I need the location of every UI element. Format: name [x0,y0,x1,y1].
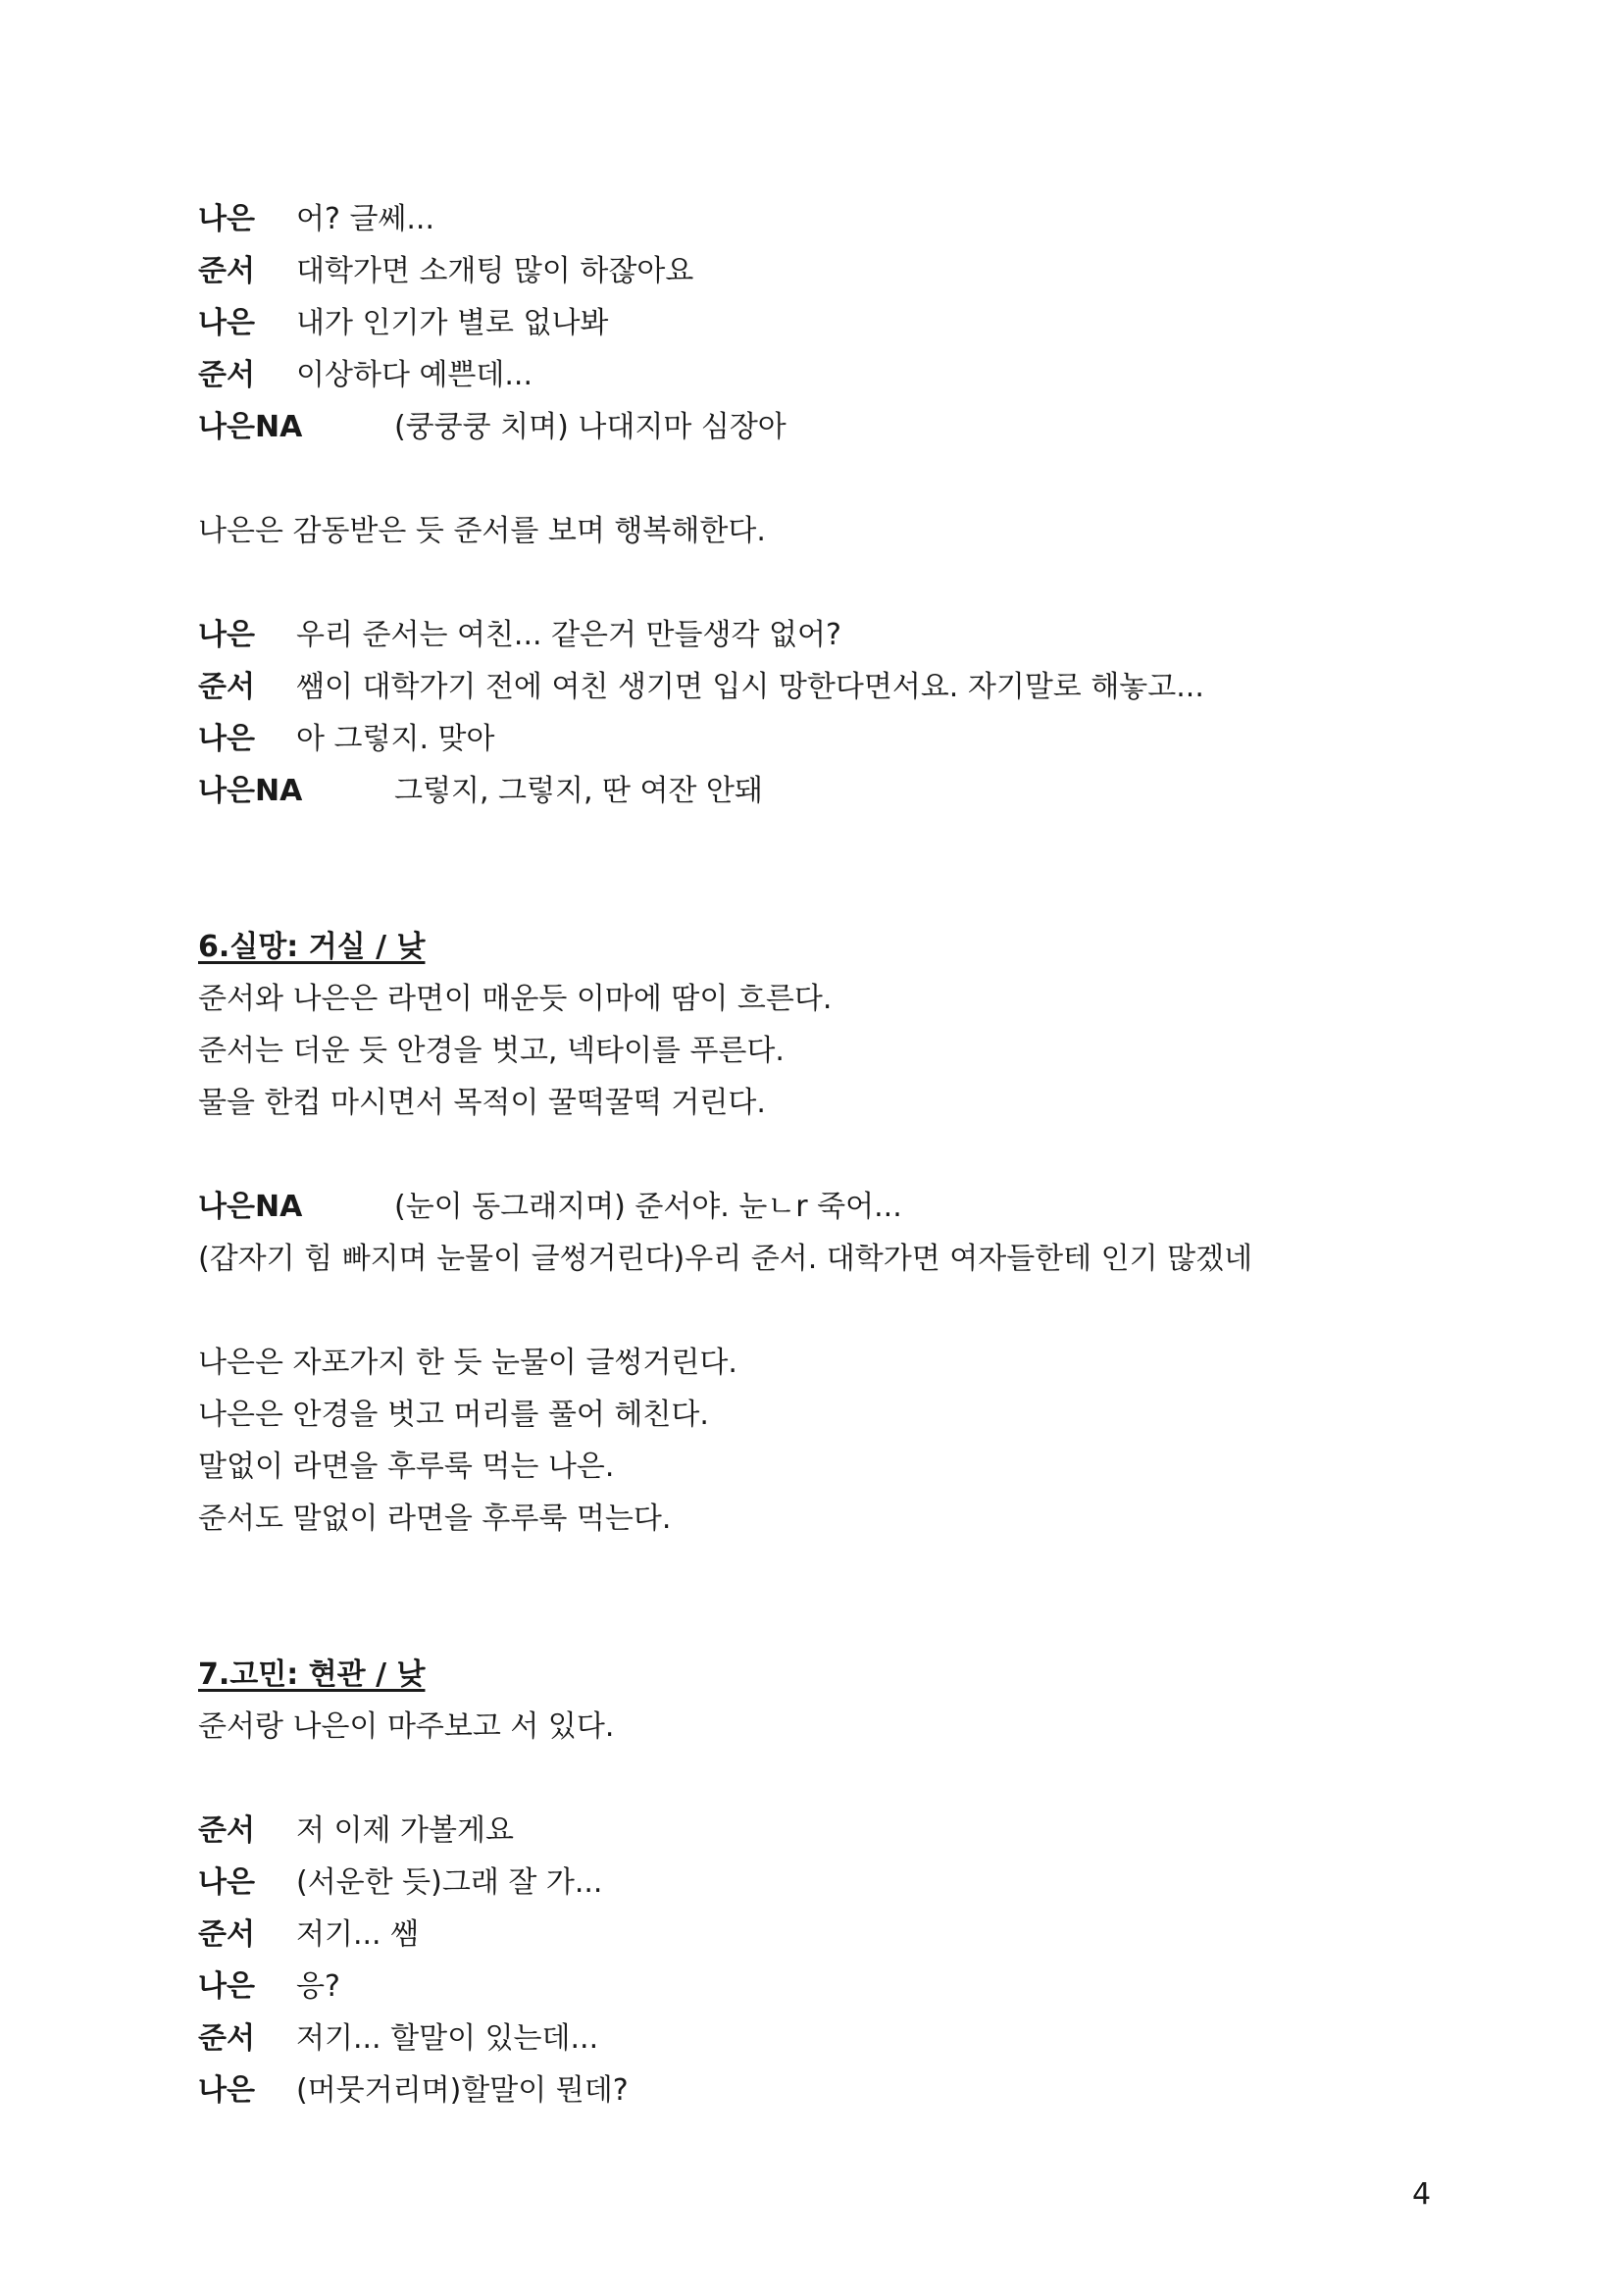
dialogue-text: 우리 준서는 여친... 같은거 만들생각 없어? [296,618,841,652]
action-text: 준서랑 나은이 마주보고 서 있다. [198,1709,615,1744]
dialogue-text: 대학가면 소개팅 많이 하잖아요 [296,254,694,288]
dialogue-text: (머뭇거리며)할말이 뭔데? [296,2073,629,2108]
scene-heading-text: 7.고민: 현관 / 낮 [198,1657,426,1692]
speaker-name: 나은 [198,1865,255,1900]
action-text: 말없이 라면을 후루룩 먹는 나은. [198,1450,615,1484]
speaker-name: 준서 [198,670,255,704]
speaker-name: 준서 [198,1813,255,1848]
dialogue-text: 내가 인기가 별로 없나봐 [296,306,609,340]
narration-text: (갑자기 힘 빠지며 눈물이 글썽거린다)우리 준서. 대학가면 여자들한테 인기 많겠네 [198,1242,1253,1276]
dialogue-text: 쌤이 대학가기 전에 여친 생기면 입시 망한다면서요. 자기말로 해놓고... [296,670,1204,704]
dialogue-text: 아 그렇지. 맞아 [296,722,495,756]
speaker-name: 준서 [198,254,255,288]
speaker-name: 나은 [198,1969,255,2004]
action-text: 물을 한컵 마시면서 목적이 꿀떡꿀떡 거린다. [198,1086,766,1120]
dialogue-text: 저 이제 가볼게요 [296,1813,514,1848]
scene-heading-text: 6.실망: 거실 / 낮 [198,930,426,964]
narration-text: (눈이 동그래지며) 준서야. 눈ㄴr 죽어... [394,1190,902,1224]
dialogue-text: 이상하다 예쁜데... [296,358,533,392]
action-text: 준서도 말없이 라면을 후루룩 먹는다. [198,1502,672,1536]
speaker-name: 나은 [198,722,255,756]
speaker-name: 나은 [198,306,255,340]
speaker-name: 나은NA [198,1190,303,1224]
speaker-name: 준서 [198,1917,255,1952]
dialogue-text: 어? 글쎄... [296,202,435,236]
speaker-name: 나은NA [198,774,303,808]
narration-text: 그렇지, 그렇지, 딴 여잔 안돼 [394,774,763,808]
speaker-name: 준서 [198,358,255,392]
dialogue-text: 응? [296,1969,340,2004]
dialogue-text: 저기... 쌤 [296,1917,420,1952]
speaker-name: 나은 [198,618,255,652]
action-text: 나은은 감동받은 듯 준서를 보며 행복해한다. [198,514,766,548]
speaker-name: 준서 [198,2021,255,2056]
page-number: 4 [1412,2177,1432,2212]
dialogue-text: (서운한 듯)그래 잘 가... [296,1865,603,1900]
action-text: 나은은 안경을 벗고 머리를 풀어 헤친다. [198,1398,709,1432]
action-text: 나은은 자포가지 한 듯 눈물이 글썽거린다. [198,1346,737,1380]
dialogue-text: 저기... 할말이 있는데... [296,2021,599,2056]
narration-text: (쿵쿵쿵 치며) 나대지마 심장아 [394,410,787,444]
speaker-name: 나은NA [198,410,303,444]
speaker-name: 나은 [198,202,255,236]
action-text: 준서와 나은은 라면이 매운듯 이마에 땀이 흐른다. [198,982,833,1016]
action-text: 준서는 더운 듯 안경을 벗고, 넥타이를 푸른다. [198,1034,785,1068]
speaker-name: 나은 [198,2073,255,2108]
